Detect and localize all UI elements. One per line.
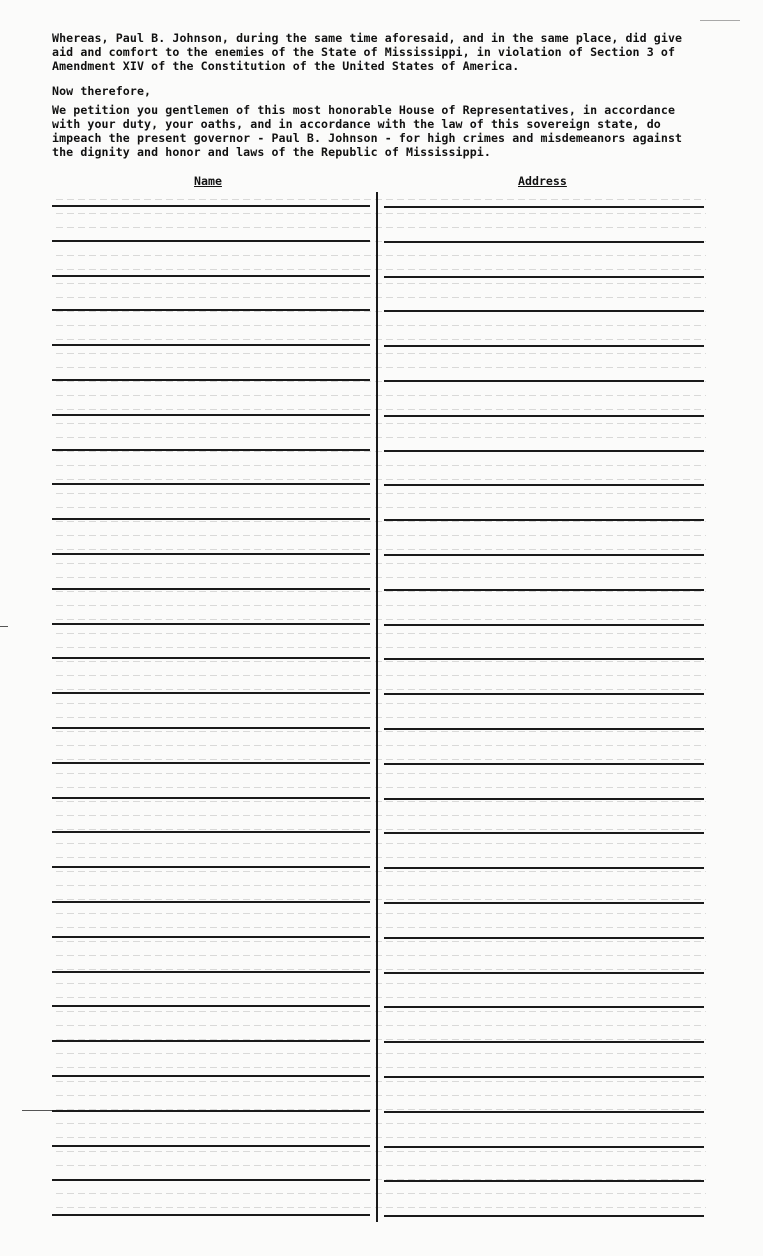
name-signature-line	[52, 623, 370, 625]
address-signature-line	[384, 1006, 704, 1008]
name-signature-line	[52, 657, 370, 659]
name-signature-line	[52, 344, 370, 346]
name-signature-line	[52, 414, 370, 416]
name-signature-line	[52, 1145, 370, 1147]
name-signature-line	[52, 1075, 370, 1077]
name-signature-line	[52, 797, 370, 799]
address-signature-line	[384, 519, 704, 521]
column-divider	[376, 192, 378, 1222]
name-signature-line	[52, 588, 370, 590]
address-signature-line	[384, 693, 704, 695]
address-signature-line	[384, 867, 704, 869]
name-signature-line	[52, 1005, 370, 1007]
address-signature-line	[384, 1215, 704, 1217]
name-signature-line	[52, 379, 370, 381]
address-signature-line	[384, 484, 704, 486]
name-signature-line	[52, 205, 370, 207]
address-signature-line	[384, 554, 704, 556]
edge-mark	[22, 1110, 52, 1111]
address-column-header: Address	[518, 174, 567, 188]
address-signature-line	[384, 728, 704, 730]
bleed-through-text	[56, 190, 706, 1210]
name-signature-line	[52, 866, 370, 868]
name-signature-line	[52, 692, 370, 694]
address-signature-line	[384, 624, 704, 626]
name-signature-line	[52, 275, 370, 277]
address-signature-line	[384, 1076, 704, 1078]
name-signature-line	[52, 449, 370, 451]
address-signature-line	[384, 206, 704, 208]
name-signature-line	[52, 971, 370, 973]
address-signature-line	[384, 1146, 704, 1148]
address-signature-line	[384, 902, 704, 904]
address-signature-line	[384, 658, 704, 660]
address-signature-line	[384, 832, 704, 834]
edge-mark	[0, 626, 8, 627]
address-signature-line	[384, 345, 704, 347]
name-signature-line	[52, 762, 370, 764]
address-signature-line	[384, 310, 704, 312]
name-signature-line	[52, 1179, 370, 1181]
name-signature-line	[52, 483, 370, 485]
address-signature-line	[384, 380, 704, 382]
now-therefore-line: Now therefore,	[52, 84, 152, 98]
address-signature-line	[384, 1180, 704, 1182]
address-signature-line	[384, 1111, 704, 1113]
name-signature-line	[52, 309, 370, 311]
name-column-header: Name	[194, 174, 222, 188]
address-signature-line	[384, 276, 704, 278]
address-signature-line	[384, 763, 704, 765]
name-signature-line	[52, 1214, 370, 1216]
address-signature-line	[384, 972, 704, 974]
name-signature-line	[52, 831, 370, 833]
edge-mark	[700, 20, 740, 21]
address-signature-line	[384, 1041, 704, 1043]
name-signature-line	[52, 727, 370, 729]
address-signature-line	[384, 798, 704, 800]
address-signature-line	[384, 589, 704, 591]
name-signature-line	[52, 240, 370, 242]
address-signature-line	[384, 415, 704, 417]
whereas-paragraph: Whereas, Paul B. Johnson, during the same time aforesaid, and in the same place, did give aid and comfort to the enemies of the State of Mississippi, in violation of Section 3 of Amendment XIV of the Constitution of the United States of America.	[52, 31, 683, 73]
name-signature-line	[52, 1040, 370, 1042]
name-signature-line	[52, 518, 370, 520]
petition-paragraph: We petition you gentlemen of this most honorable House of Representatives, in accordance with your duty, your oaths, and in accordance with the law of this sovereign state, do impeach the present governor - Paul B. Johnson - for high crimes and misdemeanors against the dignity and honor and laws of the Republic of Mississippi.	[52, 103, 683, 159]
name-signature-line	[52, 901, 370, 903]
name-signature-line	[52, 553, 370, 555]
name-signature-line	[52, 936, 370, 938]
address-signature-line	[384, 450, 704, 452]
address-signature-line	[384, 937, 704, 939]
signature-column-headers	[52, 174, 692, 190]
name-signature-line	[52, 1110, 370, 1112]
address-signature-line	[384, 241, 704, 243]
